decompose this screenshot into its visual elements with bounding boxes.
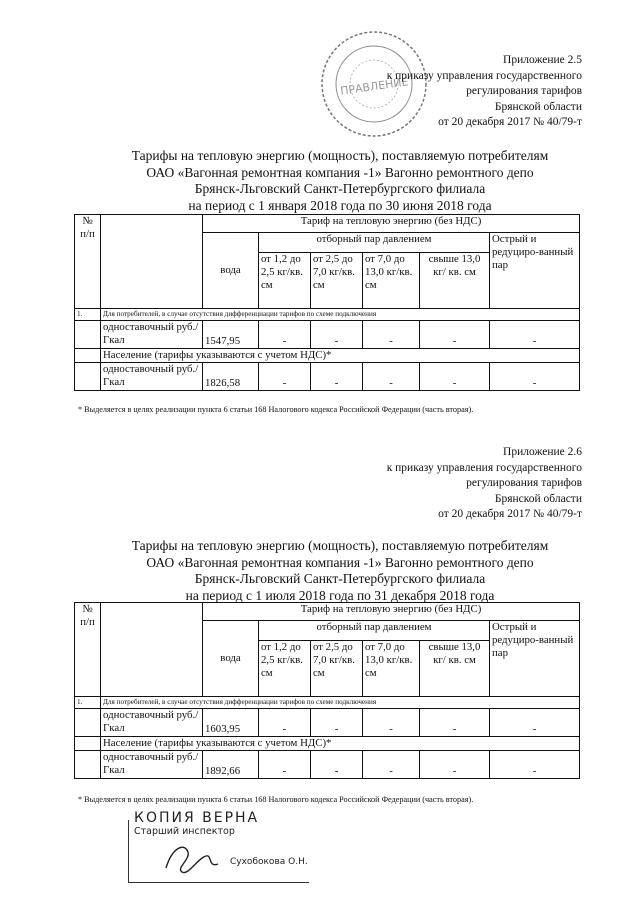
appendix-line: к приказу управления государственного [386,69,582,82]
header-water: вода [203,621,259,697]
tariff-dash: - [490,751,580,779]
header-tariff: Тариф на тепловую энергию (без НДС) [203,603,580,621]
title-2 [60,538,620,604]
tariff-water: 1826,58 [203,363,259,391]
appendix-2 [387,445,582,523]
title-1 [60,148,620,214]
tariff-table-2 [74,602,580,779]
row-num-empty [75,349,101,363]
appendix-line: Брянской области [494,492,582,505]
tariff-dash: - [311,363,363,391]
header-pressure-4: свыше 13,0 кг/ кв. см [420,641,490,697]
header-pressure-3: от 7,0 до 13,0 кг/кв. см [363,253,420,309]
appendix-line: к приказу управления государственного [386,461,582,474]
tariff-dash: - [420,709,490,737]
row-label: одноставочный руб./Гкал [101,363,203,391]
tariff-dash: - [259,321,311,349]
appendix-line: регулирования тарифов [466,477,582,489]
stamp-name: Сухобокова О.Н. [230,857,308,867]
row-consumers: Для потребителей, в случае отсутствия дифференциации тарифов по схеме подключения [101,697,580,709]
header-water: вода [203,233,259,309]
appendix-line: Брянской области [494,100,582,113]
row-num: 1. [75,309,101,321]
title-line: на период с 1 июля 2018 года по 31 декабря 2018 года [185,587,495,603]
appendix-line: Приложение 2.6 [503,446,582,458]
header-num: № п/п [75,603,101,697]
row-num-empty [75,363,101,391]
row-label: одноставочный руб./Гкал [101,751,203,779]
tariff-dash: - [490,321,580,349]
row-num-empty [75,321,101,349]
stamp-copy-text: КОПИЯ ВЕРНА [134,810,260,826]
tariff-dash: - [420,363,490,391]
header-empty [101,215,203,309]
signature-icon [162,838,222,878]
appendix-line: от 20 декабря 2017 № 40/79-т [438,116,582,128]
header-tariff: Тариф на тепловую энергию (без НДС) [203,215,580,233]
title-line: на период с 1 января 2018 года по 30 июня 2018 года [188,197,492,213]
title-line: Брянск-Льговский Санкт-Петербургского филиала [194,571,486,586]
header-num: № п/п [75,215,101,309]
tariff-dash: - [363,321,420,349]
tariff-dash: - [259,709,311,737]
row-num-empty [75,751,101,779]
tariff-dash: - [420,751,490,779]
header-pressure-4: свыше 13,0 кг/ кв. см [420,253,490,309]
tariff-dash: - [420,321,490,349]
header-sharp-steam: Острый и редуциро-ванный пар [490,233,580,309]
footnote-1: * Выделяется в целях реализации пункта 6 статьи 168 Налогового кодекса Российской Федерации (часть вторая). [78,405,474,414]
stamp-role: Старший инспектор [134,826,235,837]
row-num: 1. [75,697,101,709]
row-population: Население (тарифы указываются с учетом НДС)* [101,349,580,363]
header-pressure-3: от 7,0 до 13,0 кг/кв. см [363,641,420,697]
header-pressure-2: от 2,5 до 7,0 кг/кв. см [311,641,363,697]
header-sharp-steam: Острый и редуциро-ванный пар [490,621,580,697]
appendix-line: Приложение 2.5 [503,54,582,66]
title-line: Тарифы на тепловую энергию (мощность), поставляемую потребителям [131,538,549,553]
tariff-dash: - [363,709,420,737]
row-population: Население (тарифы указываются с учетом НДС)* [101,737,580,751]
header-empty [101,603,203,697]
row-label: одноставочный руб./Гкал [101,321,203,349]
title-line: ОАО «Вагонная ремонтная компания -1» Вагонно ремонтного депо [146,554,534,570]
appendix-1 [387,53,582,131]
tariff-table-1 [74,214,580,391]
tariff-dash: - [311,709,363,737]
appendix-line: от 20 декабря 2017 № 40/79-т [438,508,582,520]
tariff-water: 1603,95 [203,709,259,737]
title-line: Брянск-Льговский Санкт-Петербургского филиала [194,181,486,196]
footnote-2: * Выделяется в целях реализации пункта 6 статьи 168 Налогового кодекса Российской Федерации (часть вторая). [78,795,474,804]
header-steam: отборный пар давлением [259,621,490,641]
tariff-dash: - [311,751,363,779]
row-num-empty [75,737,101,751]
title-line: Тарифы на тепловую энергию (мощность), поставляемую потребителям [131,148,549,163]
row-label: одноставочный руб./Гкал [101,709,203,737]
row-consumers: Для потребителей, в случае отсутствия дифференциации тарифов по схеме подключения [101,309,580,321]
tariff-dash: - [490,363,580,391]
row-num-empty [75,709,101,737]
svg-text:ПРАВЛЕНИЕ: ПРАВЛЕНИЕ [339,75,410,98]
tariff-dash: - [259,751,311,779]
tariff-dash: - [363,751,420,779]
header-pressure-2: от 2,5 до 7,0 кг/кв. см [311,253,363,309]
header-pressure-1: от 1,2 до 2,5 кг/кв. см [259,641,311,697]
appendix-line: регулирования тарифов [466,85,582,97]
copy-stamp [134,810,308,867]
header-pressure-1: от 1,2 до 2,5 кг/кв. см [259,253,311,309]
tariff-dash: - [490,709,580,737]
tariff-water: 1547,95 [203,321,259,349]
tariff-dash: - [311,321,363,349]
tariff-water: 1892,66 [203,751,259,779]
header-steam: отборный пар давлением [259,233,490,253]
tariff-dash: - [363,363,420,391]
tariff-dash: - [259,363,311,391]
title-line: ОАО «Вагонная ремонтная компания -1» Вагонно ремонтного депо [146,164,534,180]
